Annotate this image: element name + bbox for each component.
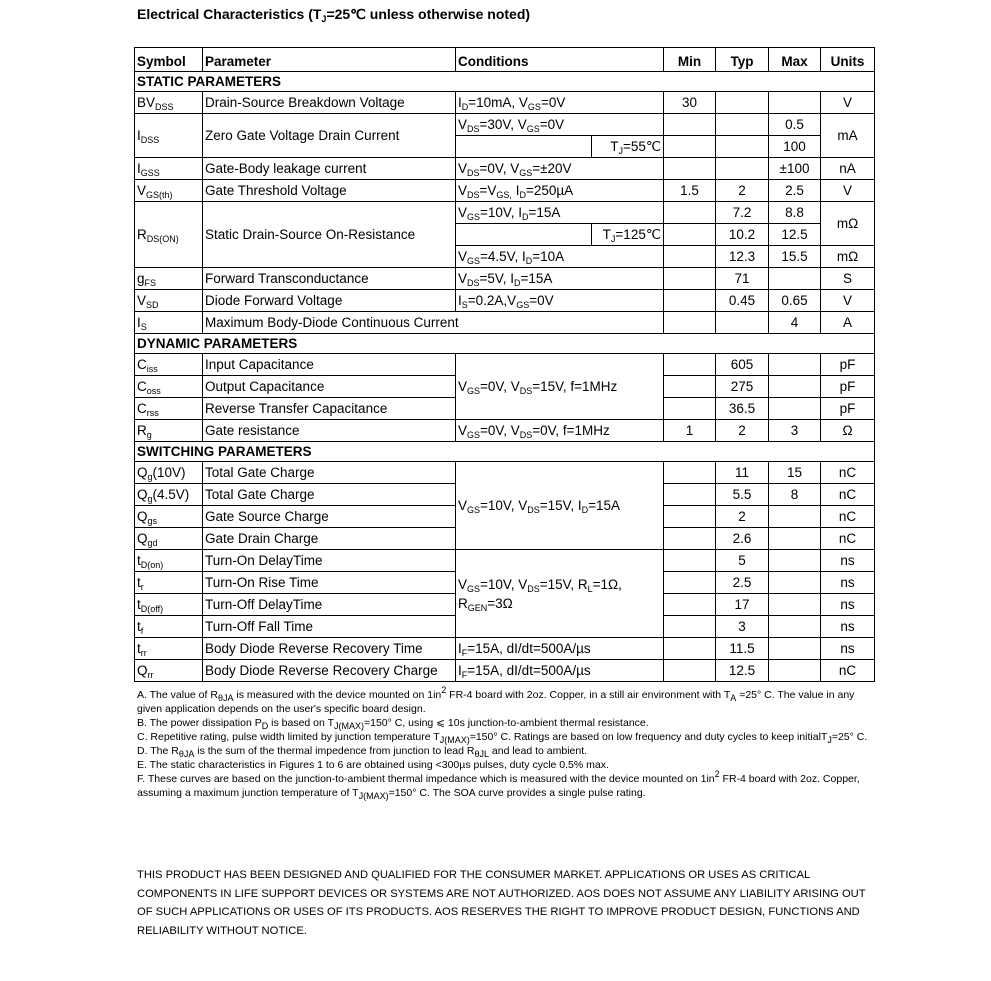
min-cell <box>664 660 716 682</box>
condition-cell: $V_{DS}=0V$, $V_{GS}=\pm 20V$ <box>456 158 664 180</box>
min-cell <box>664 398 716 420</box>
parameter-cell: Gate-Body leakage current <box>203 158 456 180</box>
parameter-cell: Turn-On Rise Time <box>203 572 456 594</box>
max-cell: 15 <box>769 462 821 484</box>
typ-cell: 605 <box>716 354 769 376</box>
min-cell <box>664 354 716 376</box>
symbol-cell: $Q_g(4.5V)$ <box>135 484 203 506</box>
typ-cell: 10.2 <box>716 224 769 246</box>
parameter-cell: Reverse Transfer Capacitance <box>203 398 456 420</box>
typ-cell: 11 <box>716 462 769 484</box>
header-typ: Typ <box>716 48 769 72</box>
min-cell <box>664 224 716 246</box>
parameter-cell: Drain-Source Breakdown Voltage <box>203 92 456 114</box>
parameter-cell: Zero Gate Voltage Drain Current <box>203 114 456 158</box>
max-cell: 12.5 <box>769 224 821 246</box>
min-cell <box>664 572 716 594</box>
unit-cell: ns <box>821 616 875 638</box>
section-dynamic: DYNAMIC PARAMETERS <box>135 334 875 354</box>
max-cell: 100 <box>769 136 821 158</box>
min-cell: 30 <box>664 92 716 114</box>
unit-cell: V <box>821 290 875 312</box>
typ-cell: 17 <box>716 594 769 616</box>
unit-cell: Ω <box>821 420 875 442</box>
typ-cell: 36.5 <box>716 398 769 420</box>
parameter-cell: Body Diode Reverse Recovery Time <box>203 638 456 660</box>
max-cell: 4 <box>769 312 821 334</box>
min-cell <box>664 462 716 484</box>
parameter-cell: Diode Forward Voltage <box>203 290 456 312</box>
condition-cell: $V_{GS}=4.5V$, $I_D=10A$ <box>456 246 664 268</box>
typ-cell: 12.3 <box>716 246 769 268</box>
header-symbol: Symbol <box>135 48 203 72</box>
table-row <box>135 268 875 290</box>
symbol-cell: $t_{D(off)}$ <box>135 594 203 616</box>
typ-cell: 12.5 <box>716 660 769 682</box>
min-cell: 1 <box>664 420 716 442</box>
note-a: A. The value of $R_{\theta JA}$ is measured with the device mounted on $1in^2$ FR-4 board with 2oz. Copper, in a still air environment with $T_A =25^\circ$ C. The value in any given application depends on the user's specific board design. <box>137 685 855 715</box>
typ-cell: 275 <box>716 376 769 398</box>
condition-cell: $V_{GS}=0V$, $V_{DS}=15V$, f=1MHz <box>456 354 664 420</box>
unit-cell: mA <box>821 114 875 158</box>
unit-cell: nC <box>821 484 875 506</box>
symbol-cell: $V_{SD}$ <box>135 290 203 312</box>
header-row <box>135 48 875 72</box>
parameter-cell: Gate Threshold Voltage <box>203 180 456 202</box>
parameter-cell: Body Diode Reverse Recovery Charge <box>203 660 456 682</box>
condition-cell: $V_{GS}=10V$, $V_{DS}=15V$, $R_L=1\Omega$, $R_{GEN}=3\Omega$ <box>456 550 664 638</box>
max-cell <box>769 92 821 114</box>
min-cell <box>664 528 716 550</box>
symbol-cell: $Q_{gd}$ <box>135 528 203 550</box>
typ-cell: 2 <box>716 180 769 202</box>
min-cell <box>664 550 716 572</box>
max-cell: 0.5 <box>769 114 821 136</box>
symbol-cell: $Q_{rr}$ <box>135 660 203 682</box>
parameter-cell: Forward Transconductance <box>203 268 456 290</box>
typ-cell: 11.5 <box>716 638 769 660</box>
typ-cell: 7.2 <box>716 202 769 224</box>
typ-cell: 2 <box>716 506 769 528</box>
unit-cell: nC <box>821 660 875 682</box>
note-f: F. These curves are based on the junction-to-ambient thermal impedance which is measured with the device mounted on $1in^2$ FR-4 board with 2oz. Copper, assuming a maximum junction temperature of $T_{J(MAX)}=150^\circ$ C. The SOA curve provides a single pulse rating. <box>137 769 860 801</box>
max-cell <box>769 594 821 616</box>
parameter-cell: Turn-Off DelayTime <box>203 594 456 616</box>
section-static: STATIC PARAMETERS <box>135 72 875 92</box>
min-cell <box>664 202 716 224</box>
symbol-cell: $g_{FS}$ <box>135 268 203 290</box>
condition-cell: $I_F=15A$, dI/dt=500A/µs <box>456 638 664 660</box>
max-cell <box>769 376 821 398</box>
condition-cell: $T_J=55℃$ <box>592 136 664 158</box>
min-cell: 1.5 <box>664 180 716 202</box>
max-cell <box>769 506 821 528</box>
section-row <box>135 442 875 462</box>
unit-cell: A <box>821 312 875 334</box>
max-cell <box>769 354 821 376</box>
max-cell <box>769 616 821 638</box>
unit-cell: nC <box>821 528 875 550</box>
note-b: B. The power dissipation $P_D$ is based on $T_{J(MAX)}=150^\circ$ C, using ⩽ 10s junction-to-ambient thermal resistance. <box>137 717 649 731</box>
unit-cell: pF <box>821 376 875 398</box>
typ-cell: 5.5 <box>716 484 769 506</box>
unit-cell: pF <box>821 398 875 420</box>
table-row <box>135 550 875 572</box>
table-row <box>135 92 875 114</box>
max-cell <box>769 660 821 682</box>
symbol-cell: $C_{rss}$ <box>135 398 203 420</box>
max-cell: 0.65 <box>769 290 821 312</box>
typ-cell <box>716 92 769 114</box>
typ-cell: 2.6 <box>716 528 769 550</box>
min-cell <box>664 594 716 616</box>
condition-cell: $V_{GS}=10V$, $I_D=15A$ <box>456 202 664 224</box>
table-row <box>135 290 875 312</box>
table-row <box>135 462 875 484</box>
unit-cell: ns <box>821 550 875 572</box>
page-title: Electrical Characteristics ($T_J=25℃$ unless otherwise noted) <box>137 6 531 24</box>
max-cell: ±100 <box>769 158 821 180</box>
parameter-cell: Static Drain-Source On-Resistance <box>203 202 456 268</box>
max-cell <box>769 528 821 550</box>
table-row <box>135 114 875 136</box>
symbol-cell: $t_{D(on)}$ <box>135 550 203 572</box>
typ-cell <box>716 114 769 136</box>
electrical-characteristics-table <box>134 47 875 682</box>
unit-cell: S <box>821 268 875 290</box>
unit-cell: ns <box>821 572 875 594</box>
max-cell: 8.8 <box>769 202 821 224</box>
condition-cell: $V_{DS}=5V$, $I_D=15A$ <box>456 268 664 290</box>
min-cell <box>664 638 716 660</box>
unit-cell: ns <box>821 594 875 616</box>
parameter-cell: Gate Source Charge <box>203 506 456 528</box>
typ-cell: 71 <box>716 268 769 290</box>
section-row <box>135 72 875 92</box>
unit-cell: mΩ <box>821 246 875 268</box>
symbol-cell: $I_S$ <box>135 312 203 334</box>
max-cell <box>769 398 821 420</box>
max-cell <box>769 550 821 572</box>
parameter-cell: Turn-Off Fall Time <box>203 616 456 638</box>
header-parameter: Parameter <box>203 48 456 72</box>
condition-cell: $V_{GS}=10V$, $V_{DS}=15V$, $I_D=15A$ <box>456 462 664 550</box>
header-max: Max <box>769 48 821 72</box>
max-cell <box>769 572 821 594</box>
symbol-cell: $t_f$ <box>135 616 203 638</box>
symbol-cell: $Q_g(10V)$ <box>135 462 203 484</box>
min-cell <box>664 268 716 290</box>
symbol-cell: $C_{iss}$ <box>135 354 203 376</box>
condition-blank-cell <box>456 136 592 158</box>
table-row <box>135 354 875 376</box>
min-cell <box>664 376 716 398</box>
symbol-cell: $V_{GS(th)}$ <box>135 180 203 202</box>
min-cell <box>664 158 716 180</box>
table-row <box>135 180 875 202</box>
condition-cell: $V_{GS}=0V$, $V_{DS}=0V$, f=1MHz <box>456 420 664 442</box>
max-cell: 3 <box>769 420 821 442</box>
typ-cell: 0.45 <box>716 290 769 312</box>
symbol-cell: $I_{DSS}$ <box>135 114 203 158</box>
min-cell <box>664 136 716 158</box>
typ-cell: 2.5 <box>716 572 769 594</box>
note-d: D. The $R_{\theta JA}$ is the sum of the thermal impedence from junction to lead $R_{\theta JL}$ and lead to ambient. <box>137 745 588 759</box>
parameter-cell: Output Capacitance <box>203 376 456 398</box>
symbol-cell: $Q_{gs}$ <box>135 506 203 528</box>
section-switching: SWITCHING PARAMETERS <box>135 442 875 462</box>
condition-cell: $T_J=125℃$ <box>592 224 664 246</box>
typ-cell <box>716 158 769 180</box>
condition-cell: $I_D=10mA$, $V_{GS}=0V$ <box>456 92 664 114</box>
note-e: E. The static characteristics in Figures 1 to 6 are obtained using <300µs pulses, duty cycle 0.5% max. <box>137 759 609 771</box>
parameter-cell: Total Gate Charge <box>203 484 456 506</box>
disclaimer: THIS PRODUCT HAS BEEN DESIGNED AND QUALIFIED FOR THE CONSUMER MARKET. APPLICATIONS OR USES AS CRITICAL COMPONENTS IN LIFE SUPPORT DEVICES OR SYSTEMS ARE NOT AUTHORIZED. AOS DOES NOT ASSUME ANY LIABILITY ARISING OUT OF SUCH APPLICATIONS OR USES OF ITS PRODUCTS. AOS RESERVES THE RIGHT TO IMPROVE PRODUCT DESIGN, FUNCTIONS AND RELIABILITY WITHOUT NOTICE. <box>137 869 866 937</box>
parameter-cell: Input Capacitance <box>203 354 456 376</box>
min-cell <box>664 616 716 638</box>
section-row <box>135 334 875 354</box>
symbol-cell: $C_{oss}$ <box>135 376 203 398</box>
unit-cell: nC <box>821 462 875 484</box>
min-cell <box>664 506 716 528</box>
parameter-cell: Gate Drain Charge <box>203 528 456 550</box>
footnotes <box>137 685 872 801</box>
unit-cell: mΩ <box>821 202 875 246</box>
table-row <box>135 660 875 682</box>
table-row <box>135 420 875 442</box>
min-cell <box>664 246 716 268</box>
symbol-cell: $R_{DS(ON)}$ <box>135 202 203 268</box>
parameter-cell: Turn-On DelayTime <box>203 550 456 572</box>
min-cell <box>664 312 716 334</box>
parameter-cell: Maximum Body-Diode Continuous Current <box>203 312 664 334</box>
min-cell <box>664 114 716 136</box>
table-row <box>135 202 875 224</box>
symbol-cell: $I_{GSS}$ <box>135 158 203 180</box>
note-c: C. Repetitive rating, pulse width limited by junction temperature $T_{J(MAX)}=150^\circ$ C. Ratings are based on low frequency and duty cycles to keep initialT$_J$=25° C. <box>137 731 868 745</box>
parameter-cell: Total Gate Charge <box>203 462 456 484</box>
min-cell <box>664 290 716 312</box>
symbol-cell: $t_{rr}$ <box>135 638 203 660</box>
header-min: Min <box>664 48 716 72</box>
max-cell: 8 <box>769 484 821 506</box>
max-cell: 15.5 <box>769 246 821 268</box>
symbol-cell: $t_r$ <box>135 572 203 594</box>
max-cell: 2.5 <box>769 180 821 202</box>
condition-cell: $I_S=0.2A,V_{GS}=0V$ <box>456 290 664 312</box>
unit-cell: nA <box>821 158 875 180</box>
unit-cell: V <box>821 180 875 202</box>
condition-cell: $V_{DS}=V_{GS,}$ $I_D=250\mu A$ <box>456 180 664 202</box>
max-cell <box>769 638 821 660</box>
unit-cell: nC <box>821 506 875 528</box>
typ-cell: 2 <box>716 420 769 442</box>
condition-blank-cell <box>456 224 592 246</box>
typ-cell: 3 <box>716 616 769 638</box>
symbol-cell: $BV_{DSS}$ <box>135 92 203 114</box>
symbol-cell: $R_g$ <box>135 420 203 442</box>
parameter-cell: Gate resistance <box>203 420 456 442</box>
table-row <box>135 312 875 334</box>
condition-cell: $I_F=15A$, dI/dt=500A/µs <box>456 660 664 682</box>
unit-cell: pF <box>821 354 875 376</box>
typ-cell <box>716 312 769 334</box>
unit-cell: ns <box>821 638 875 660</box>
header-units: Units <box>821 48 875 72</box>
condition-cell: $V_{DS}=30V$, $V_{GS}=0V$ <box>456 114 664 136</box>
header-conditions: Conditions <box>456 48 664 72</box>
max-cell <box>769 268 821 290</box>
table-row <box>135 158 875 180</box>
min-cell <box>664 484 716 506</box>
unit-cell: V <box>821 92 875 114</box>
typ-cell: 5 <box>716 550 769 572</box>
typ-cell <box>716 136 769 158</box>
table-row <box>135 638 875 660</box>
